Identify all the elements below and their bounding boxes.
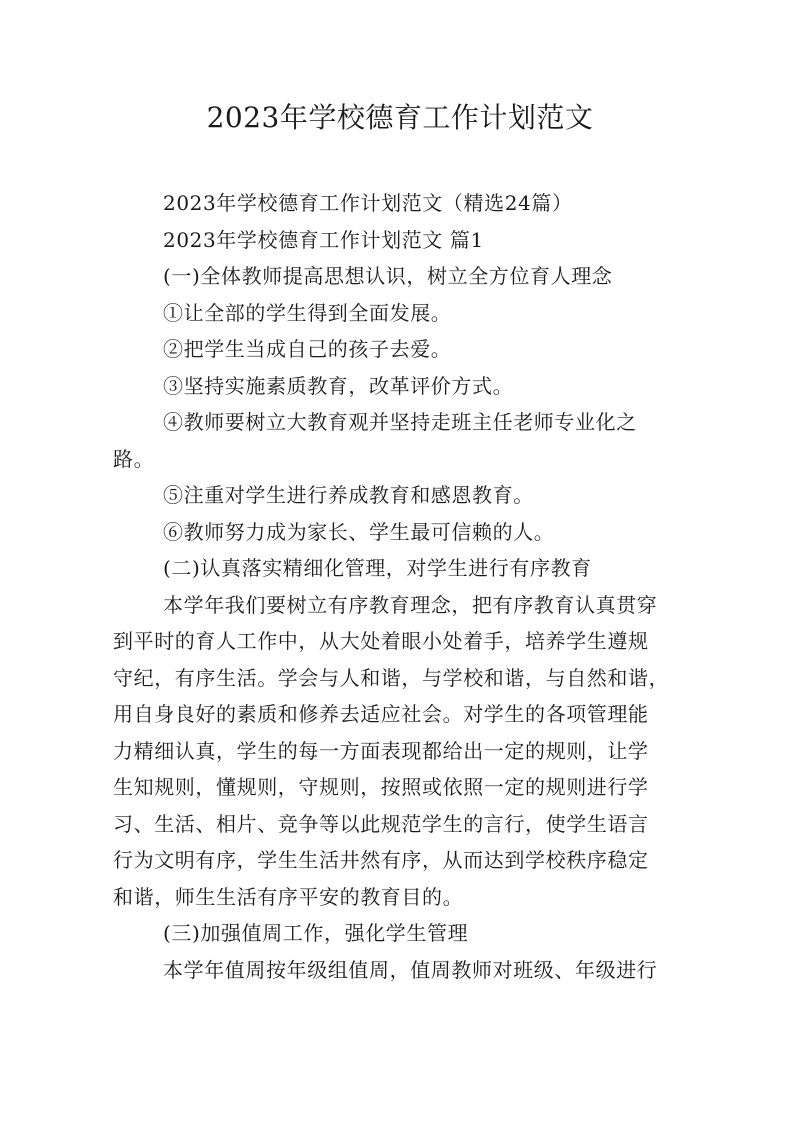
list-item: ⑥教师努力成为家长、学生最可信赖的人。 bbox=[163, 519, 555, 544]
document-body bbox=[113, 185, 688, 988]
paragraph-line: 和谐，师生生活有序平安的教育目的。 bbox=[113, 884, 464, 909]
paragraph-line: 到平时的育人工作中，从大处着眼小处着手，培养学生遵规 bbox=[113, 629, 649, 653]
list-item: ⑤注重对学生进行养成教育和感恩教育。 bbox=[163, 483, 534, 507]
list-item: ①让全部的学生得到全面发展。 bbox=[163, 300, 452, 325]
text-line: 2023年学校德育工作计划范文（精选24篇） bbox=[163, 191, 573, 215]
paragraph-line: 本学年值周按年级组值周，值周教师对班级、年级进行 bbox=[163, 957, 658, 982]
paragraph-line: 本学年我们要树立有序教育理念，把有序教育认真贯穿 bbox=[163, 592, 658, 617]
section-heading: (二)认真落实精细化管理，对学生进行有序教育 bbox=[163, 556, 592, 580]
paragraph-line: 力精细认真，学生的每一方面表现都给出一定的规则，让学 bbox=[113, 738, 649, 763]
paragraph-line: 生知规则，懂规则，守规则，按照或依照一定的规则进行学 bbox=[113, 775, 649, 799]
paragraph-line: 行为文明有序，学生生活井然有序，从而达到学校秩序稳定 bbox=[113, 848, 649, 872]
paragraph-line: 习、生活、相片、竞争等以此规范学生的言行，使学生语言 bbox=[113, 811, 649, 836]
list-item-continuation: 路。 bbox=[113, 446, 155, 471]
document-title: 2023年学校德育工作计划范文 bbox=[206, 101, 594, 134]
list-item: ③坚持实施素质教育，改革评价方式。 bbox=[163, 373, 514, 398]
list-item: ②把学生当成自己的孩子去爱。 bbox=[163, 337, 452, 361]
section-heading: (三)加强值周工作，强化学生管理 bbox=[163, 921, 469, 945]
list-item: ④教师要树立大教育观并坚持走班主任老师专业化之 bbox=[163, 410, 637, 434]
paragraph-line: 用自身良好的素质和修养去适应社会。对学生的各项管理能 bbox=[113, 702, 649, 726]
section-heading: (一)全体教师提高思想认识，树立全方位育人理念 bbox=[163, 264, 613, 288]
text-line: 2023年学校德育工作计划范文 篇1 bbox=[163, 227, 484, 252]
paragraph-line: 守纪，有序生活。学会与人和谐，与学校和谐，与自然和谐， bbox=[113, 665, 670, 690]
